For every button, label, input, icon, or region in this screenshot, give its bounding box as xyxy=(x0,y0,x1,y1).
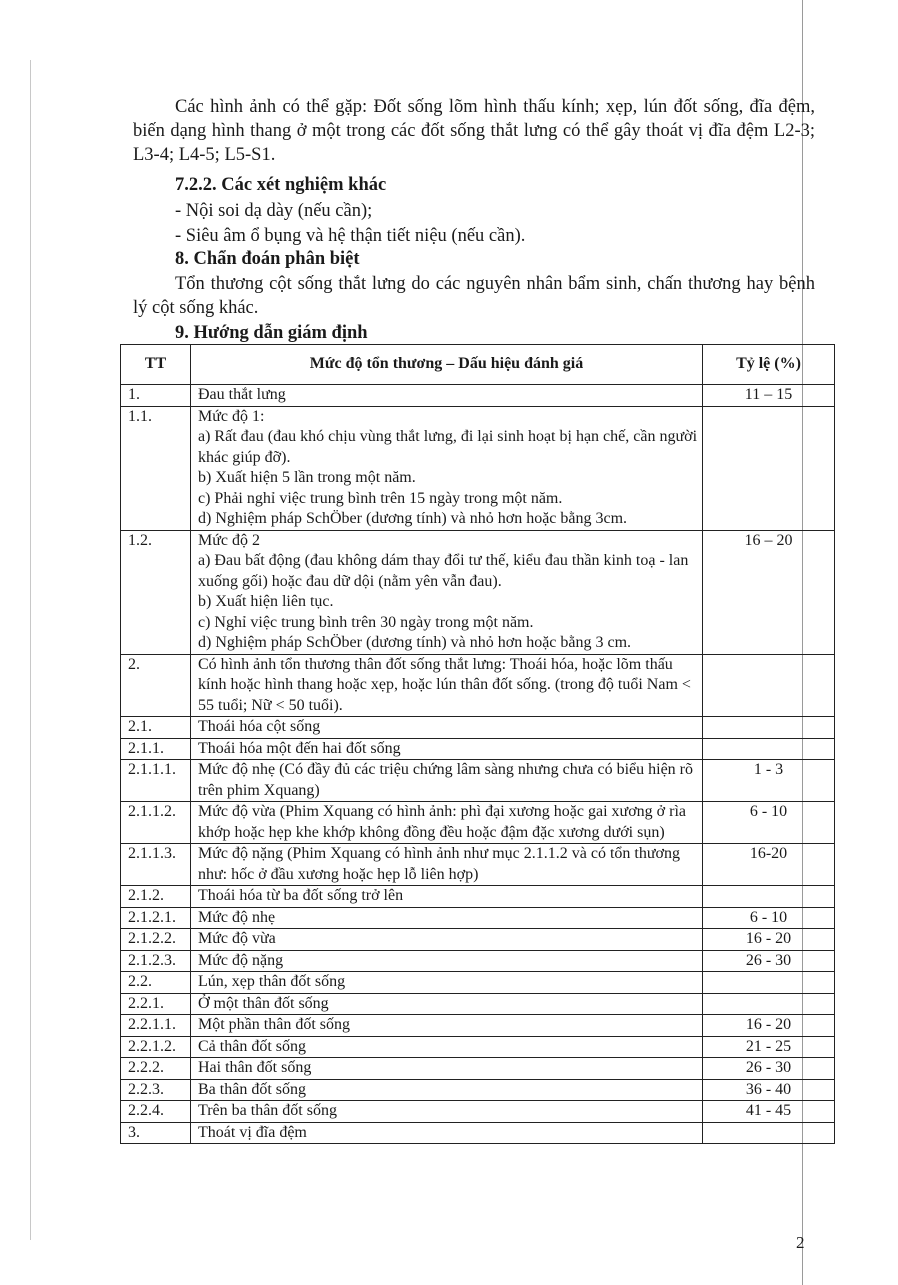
table-row xyxy=(121,929,835,951)
table-row xyxy=(121,406,835,530)
row-rate: 6 - 10 xyxy=(703,907,835,929)
table-row xyxy=(121,1058,835,1080)
row-description: Mức độ 2 a) Đau bất động (đau không dám thay đổi tư thế, kiểu đau thần kinh toạ - lan xuống gối) hoặc đau dữ dội (nằm yên vẫn đau). b) Xuất hiện liên tục. c) Nghỉ việc trung bình trên 30 ngày trong một năm. d) Nghiệm pháp SchÖber (dương tính) và nhỏ hơn hoặc bằng 3 cm. xyxy=(191,530,703,654)
row-rate: 16 - 20 xyxy=(703,929,835,951)
table-row xyxy=(121,717,835,739)
table-row xyxy=(121,1015,835,1037)
row-number: 2.1.1.3. xyxy=(121,844,191,886)
row-rate: 16-20 xyxy=(703,844,835,886)
row-rate: 21 - 25 xyxy=(703,1036,835,1058)
table-header-row xyxy=(121,345,835,385)
row-description: Trên ba thân đốt sống xyxy=(191,1101,703,1123)
row-rate xyxy=(703,654,835,717)
row-rate xyxy=(703,993,835,1015)
row-number: 2.1.2. xyxy=(121,886,191,908)
row-rate xyxy=(703,972,835,994)
table-row xyxy=(121,844,835,886)
row-number: 2.2.2. xyxy=(121,1058,191,1080)
differential-diagnosis-paragraph: Tổn thương cột sống thắt lưng do các nguyên nhân bẩm sinh, chấn thương hay bệnh lý cột sống khác. xyxy=(133,274,815,318)
table-row xyxy=(121,907,835,929)
table-row xyxy=(121,1101,835,1123)
scan-margin-line-left xyxy=(30,60,31,1240)
row-number: 2.1. xyxy=(121,717,191,739)
row-rate xyxy=(703,406,835,530)
row-description: Thoát vị đĩa đệm xyxy=(191,1122,703,1144)
table-row xyxy=(121,760,835,802)
row-number: 2.1.2.2. xyxy=(121,929,191,951)
row-number: 2. xyxy=(121,654,191,717)
row-description: Thoái hóa từ ba đốt sống trở lên xyxy=(191,886,703,908)
row-description: Lún, xẹp thân đốt sống xyxy=(191,972,703,994)
row-rate: 26 - 30 xyxy=(703,950,835,972)
row-number: 2.2.4. xyxy=(121,1101,191,1123)
row-number: 1. xyxy=(121,385,191,407)
row-number: 2.1.2.3. xyxy=(121,950,191,972)
row-description: Hai thân đốt sống xyxy=(191,1058,703,1080)
row-rate: 6 - 10 xyxy=(703,802,835,844)
row-rate: 11 – 15 xyxy=(703,385,835,407)
row-number: 2.1.1.1. xyxy=(121,760,191,802)
row-number: 3. xyxy=(121,1122,191,1144)
assessment-table xyxy=(120,344,835,1144)
header-rate: Tỷ lệ (%) xyxy=(703,345,835,385)
row-description: Một phần thân đốt sống xyxy=(191,1015,703,1037)
header-tt: TT xyxy=(121,345,191,385)
section-heading-9: 9. Hướng dẫn giám định xyxy=(175,323,368,343)
row-description: Mức độ vừa (Phim Xquang có hình ảnh: phì đại xương hoặc gai xương ở rìa khớp hoặc hẹp khe khớp không đồng đều hoặc đậm đặc xương dưới sụn) xyxy=(191,802,703,844)
row-description: Mức độ nhẹ (Có đầy đủ các triệu chứng lâm sàng nhưng chưa có biểu hiện rõ trên phim Xquang) xyxy=(191,760,703,802)
section-heading-7-2-2: 7.2.2. Các xét nghiệm khác xyxy=(175,175,387,195)
row-number: 2.2.3. xyxy=(121,1079,191,1101)
row-rate: 36 - 40 xyxy=(703,1079,835,1101)
table-body xyxy=(121,385,835,1144)
table-row xyxy=(121,385,835,407)
table-row xyxy=(121,802,835,844)
row-description: Cả thân đốt sống xyxy=(191,1036,703,1058)
table-row xyxy=(121,654,835,717)
row-rate xyxy=(703,738,835,760)
row-description: Mức độ nặng xyxy=(191,950,703,972)
row-number: 1.2. xyxy=(121,530,191,654)
table-row xyxy=(121,738,835,760)
row-number: 2.2.1. xyxy=(121,993,191,1015)
row-number: 2.1.2.1. xyxy=(121,907,191,929)
row-number: 2.1.1.2. xyxy=(121,802,191,844)
intro-paragraph: Các hình ảnh có thể gặp: Đốt sống lõm hình thấu kính; xẹp, lún đốt sống, đĩa đệm, biến dạng hình thang ở một trong các đốt sống thắt lưng có thể gây thoát vị đĩa đệm L2-3; L3-4; L4-5; L5-S1. xyxy=(133,97,815,165)
row-description: Mức độ nặng (Phim Xquang có hình ảnh như mục 2.1.1.2 và có tổn thương như: hốc ở đầu xương hoặc hẹp lỗ liên hợp) xyxy=(191,844,703,886)
page-number: 2 xyxy=(796,1233,805,1252)
row-description: Ba thân đốt sống xyxy=(191,1079,703,1101)
row-number: 1.1. xyxy=(121,406,191,530)
table-row xyxy=(121,530,835,654)
row-description: Có hình ảnh tổn thương thân đốt sống thắt lưng: Thoái hóa, hoặc lõm thấu kính hoặc hình thang hoặc xẹp, hoặc lún thân đốt sống. (trong độ tuổi Nam < 55 tuổi; Nữ < 50 tuổi). xyxy=(191,654,703,717)
row-rate xyxy=(703,886,835,908)
row-description: Mức độ nhẹ xyxy=(191,907,703,929)
row-description: Mức độ vừa xyxy=(191,929,703,951)
table-row xyxy=(121,886,835,908)
row-number: 2.2.1.1. xyxy=(121,1015,191,1037)
table-row xyxy=(121,1122,835,1144)
row-number: 2.2. xyxy=(121,972,191,994)
row-rate: 1 - 3 xyxy=(703,760,835,802)
table-row xyxy=(121,950,835,972)
row-number: 2.2.1.2. xyxy=(121,1036,191,1058)
list-item-endoscopy: - Nội soi dạ dày (nếu cần); xyxy=(175,201,373,221)
table-row xyxy=(121,1036,835,1058)
row-description: Ở một thân đốt sống xyxy=(191,993,703,1015)
table-row xyxy=(121,1079,835,1101)
row-rate xyxy=(703,717,835,739)
table-row xyxy=(121,972,835,994)
row-rate: 16 – 20 xyxy=(703,530,835,654)
row-rate: 41 - 45 xyxy=(703,1101,835,1123)
section-heading-8: 8. Chẩn đoán phân biệt xyxy=(175,249,360,269)
row-number: 2.1.1. xyxy=(121,738,191,760)
row-rate: 26 - 30 xyxy=(703,1058,835,1080)
row-description: Thoái hóa cột sống xyxy=(191,717,703,739)
table-row xyxy=(121,993,835,1015)
list-item-ultrasound: - Siêu âm ổ bụng và hệ thận tiết niệu (nếu cần). xyxy=(175,226,526,246)
header-description: Mức độ tổn thương – Dấu hiệu đánh giá xyxy=(191,345,703,385)
row-description: Đau thắt lưng xyxy=(191,385,703,407)
row-rate xyxy=(703,1122,835,1144)
row-description: Thoái hóa một đến hai đốt sống xyxy=(191,738,703,760)
row-description: Mức độ 1: a) Rất đau (đau khó chịu vùng thắt lưng, đi lại sinh hoạt bị hạn chế, cần người khác giúp đỡ). b) Xuất hiện 5 lần trong một năm. c) Phải nghỉ việc trung bình trên 15 ngày trong một năm. d) Nghiệm pháp SchÖber (dương tính) và nhỏ hơn hoặc bằng 3cm. xyxy=(191,406,703,530)
row-rate: 16 - 20 xyxy=(703,1015,835,1037)
